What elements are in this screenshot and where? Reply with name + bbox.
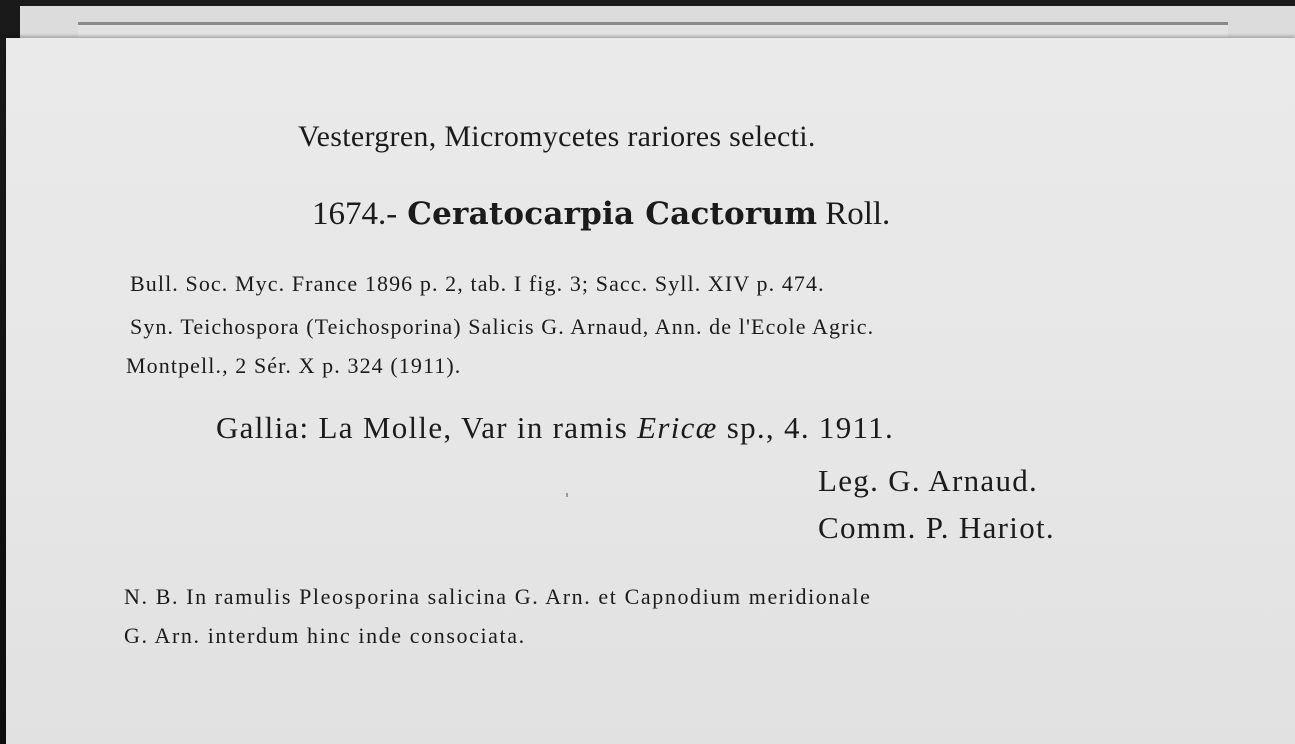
exsiccata-title: Vestergren, Micromycetes rariores selecti. xyxy=(298,120,816,153)
note-line: N. B. In ramulis Pleosporina salicina G. Arn. et Capnodium meridionale xyxy=(124,584,872,609)
specimen-number: 1674.- xyxy=(312,196,398,232)
paper-speck xyxy=(566,493,568,497)
collector-line: Leg. G. Arnaud. xyxy=(818,463,1039,498)
herbarium-label xyxy=(6,38,1295,744)
locality-date: sp., 4. 1911. xyxy=(717,410,895,445)
synonym-line: Syn. Teichospora (Teichosporina) Salicis G. Arnaud, Ann. de l'Ecole Agric. xyxy=(130,314,875,339)
species-author: Roll. xyxy=(825,196,891,232)
species-name: Ceratocarpia Cactorum xyxy=(407,196,818,232)
note-line: G. Arn. interdum hinc inde consociata. xyxy=(124,623,526,648)
locality-text: Gallia: La Molle, Var in ramis xyxy=(216,410,638,445)
reference-line: Montpell., 2 Sér. X p. 324 (1911). xyxy=(126,353,462,378)
reference-line: Bull. Soc. Myc. France 1896 p. 2, tab. I fig. 3; Sacc. Syll. XIV p. 474. xyxy=(130,271,825,296)
communicator-line: Comm. P. Hariot. xyxy=(818,510,1055,545)
locality-line xyxy=(216,410,894,446)
species-line xyxy=(312,196,890,233)
host-name: Ericæ xyxy=(637,410,718,445)
